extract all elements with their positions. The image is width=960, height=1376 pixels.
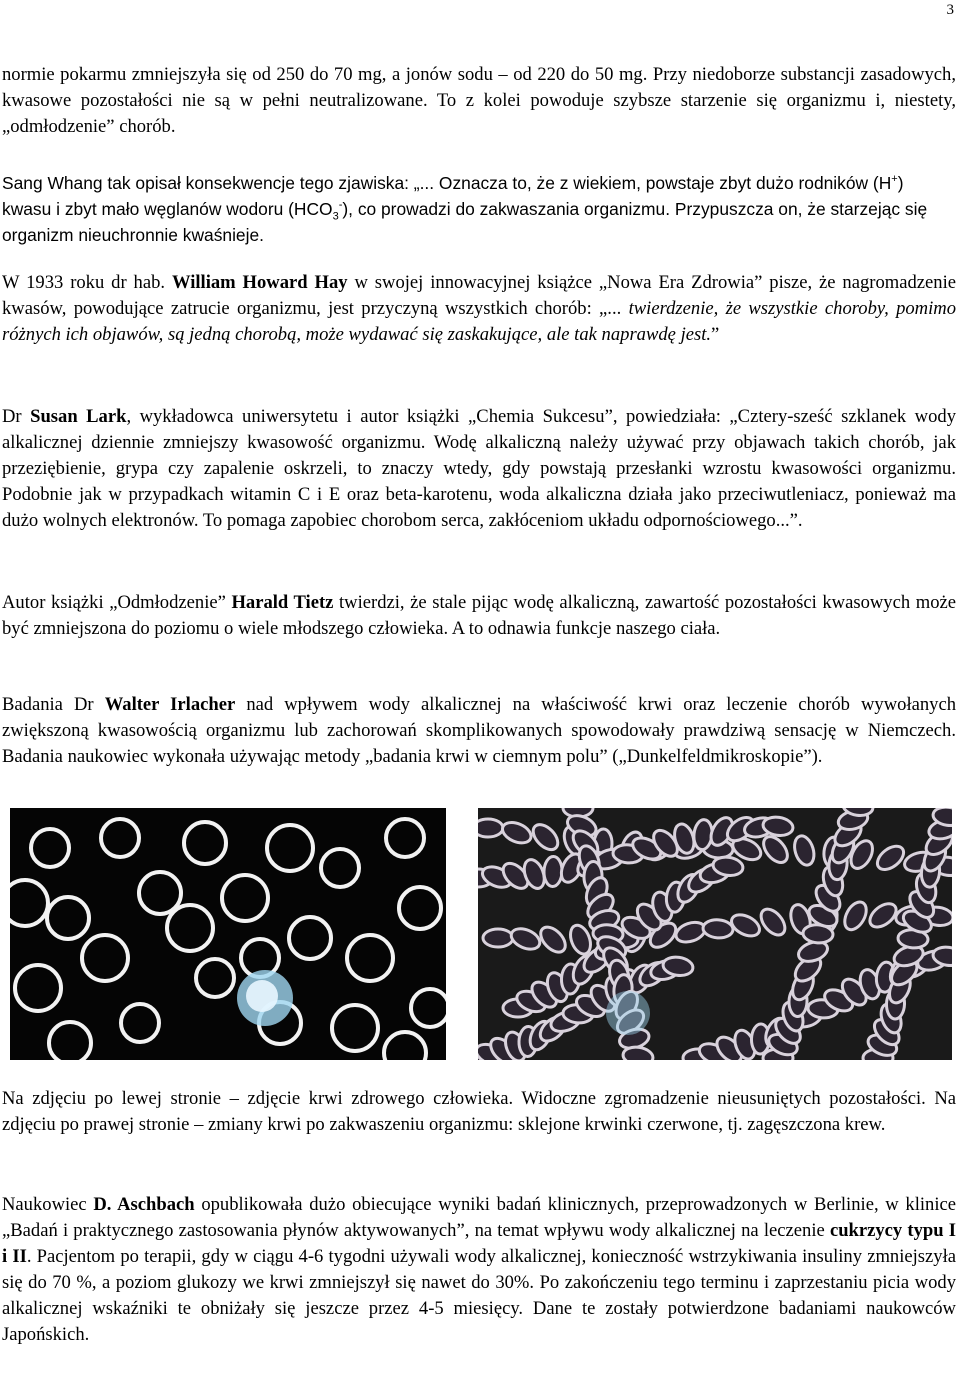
text-segment: , wykładowca uniwersytetu i autor książki „Chemia Sukcesu”, powiedziała: „Cztery-sześć szklanek wody alkalicznej dziennie zmniejszy kwasowość organizmu. Wodę alkaliczną należy używać przy objawach takich chorób, jak przeziębienie, grypa czy zapalenie oskrzeli, to znaczy wtedy, gdy powstają przesłanki wzrostu kwasowości organizmu. Podobnie jak w przypadkach witamin C i E oraz beta-karotenu, woda alkaliczna działa jako przeciwutleniacz, ponieważ ma dużo wolnych elektronów. To pomaga zapobiec chorobom serca, zakłóceniom układu odpornościowego...”.: [2, 406, 956, 531]
white-blood-cell-core: [246, 980, 278, 1012]
text-segment: Naukowiec: [2, 1194, 94, 1215]
red-blood-cell: [386, 819, 424, 857]
page-number: 3: [946, 2, 954, 18]
person-name: D. Aschbach: [93, 1194, 195, 1215]
clumped-red-blood-cell: [536, 923, 570, 957]
clumped-red-blood-cell: [673, 919, 707, 946]
clumped-red-blood-cell: [702, 919, 733, 939]
red-blood-cell: [47, 897, 89, 939]
red-blood-cell: [184, 822, 226, 864]
paragraph-william-hay: [2, 270, 956, 348]
text-segment: ”: [711, 324, 720, 345]
clumped-red-blood-cell: [529, 820, 563, 854]
paragraph-calcium-sodium: normie pokarmu zmniejszyła się od 250 do 70 mg, a jonów sodu – od 220 do 50 mg. Przy niedoborze substancji zasadowych, kwasowe pozostałości nie są w pełni neutralizowane. To z kolei powoduje szybsze starzenie się organizmu i, niestety, „odmłodzenie” chorób.: [2, 64, 956, 137]
person-name: Walter Irlacher: [104, 694, 236, 715]
paragraph-d-aschbach: [2, 1192, 956, 1348]
text-segment: twierdzi, że stale pijąc wodę alkaliczną, zawartość pozostałości kwasowych może być zmniejszona do poziomu o wiele młodszego człowieka. A to odnawia funkcje naszego ciała.: [2, 592, 956, 639]
text-segment: Autor książki „Odmłodzenie”: [2, 592, 232, 613]
paragraph-sang-whang-quote: [2, 170, 956, 248]
clumped-red-blood-cell: [728, 911, 763, 941]
red-blood-cell: [384, 1032, 426, 1060]
person-name: Harald Tietz: [231, 592, 334, 613]
red-blood-cell: [411, 989, 446, 1027]
red-blood-cell: [31, 829, 69, 867]
clumped-red-blood-cell: [483, 929, 513, 947]
red-blood-cell: [49, 1022, 91, 1060]
text-segment: opublikowała dużo obiecujące wyniki badań klinicznych, przeprowadzonych w Berlinie, w klinice „Badań i praktycznego zastosowania płynów aktywowanych”, na temat wpływu wody alkalicznej na leczenie: [2, 1194, 957, 1241]
clumped-red-blood-cell: [508, 925, 543, 953]
text-segment: . Pacjentom po terapii, gdy w ciągu 4-6 tygodni używali wody alkalicznej, konieczność wstrzykiwania insuliny zmniejszyła się do 70 %, a poziom glukozy we krwi zmniejszył się nawet do 30%. Po zakończeniu tego terminu i zaprzestaniu picia wody alkalicznej wskaźniki te obniżały się jeszcze przez 4-5 miesięcy. Dane te zostały potwierdzone badaniami naukowców Japońskich.: [2, 1246, 956, 1345]
red-blood-cell: [267, 825, 313, 871]
text-segment: ) kwasu i zbyt mało węglanów wodoru (HCO: [2, 173, 904, 219]
paragraph-susan-lark: [2, 404, 956, 534]
bold-diabetes-type: cukrzycy typu I i II: [2, 1220, 957, 1267]
red-blood-cell: [167, 905, 213, 951]
clumped-red-blood-cell: [791, 834, 817, 868]
text-segment: Sang Whang tak opisał konsekwencje tego zjawiska: „... Oznacza to, że z wiekiem, powstaje zbyt dużo rodników (H: [2, 173, 892, 193]
clumped-red-blood-cell: [840, 898, 870, 933]
white-blood-cell: [606, 991, 650, 1035]
text-segment: w swojej innowacyjnej książce „Nowa Era Zdrowia” pisze, że nagromadzenie kwasów, powodujące zatrucie organizmu, jest przyczyną wszystkich chorób: „...: [2, 272, 956, 319]
clumped-red-blood-cell: [759, 832, 792, 867]
clumped-red-blood-cell: [756, 905, 789, 940]
clumped-blood-cells-drawing: [478, 808, 952, 1060]
red-blood-cell: [139, 872, 181, 914]
text-segment: Dr: [2, 406, 31, 427]
red-blood-cell: [101, 819, 139, 857]
superscript-minus: -: [338, 199, 343, 212]
italic-quote: twierdzenie, że wszystkie choroby, pomimo różnych ich objawów, są jedną chorobą, może wydawać się zaskakujące, ale tak naprawdę jest.: [2, 298, 956, 345]
text-segment: nad wpływem wody alkalicznej na właściwość krwi oraz leczenie chorób wywołanych zwiększoną kwasowością organizmu lub zachorowań skomplikowanych spowodowały prawdziwą sensację w Niemczech. Badania naukowiec wykonała używając metody „badania krwi w ciemnym polu” („Dunkelfeldmikroskopie”).: [2, 694, 957, 767]
red-blood-cell: [321, 849, 359, 887]
person-name: Susan Lark: [30, 406, 127, 427]
red-blood-cell: [196, 959, 234, 997]
paragraph-photo-caption: Na zdjęciu po lewej stronie – zdjęcie krwi zdrowego człowieka. Widoczne zgromadzenie nieusuniętych pozostałości. Na zdjęciu po prawej stronie – zmiany krwi po zakwaszeniu organizmu: sklejone krwinki czerwone, tj. zagęszczona krew.: [2, 1088, 956, 1135]
acidified-blood-photo: [478, 808, 952, 1060]
red-blood-cell: [332, 1005, 378, 1051]
paragraph-harald-tietz: [2, 590, 956, 642]
paragraph-walter-irlacher: [2, 692, 956, 770]
red-blood-cell: [347, 935, 393, 981]
subscript-three: 3: [332, 210, 339, 223]
superscript-plus: +: [891, 173, 898, 186]
red-blood-cell: [10, 880, 48, 926]
clumped-red-blood-cell: [873, 842, 908, 875]
clumped-red-blood-cell: [478, 819, 503, 837]
text-segment: Badania Dr: [2, 694, 105, 715]
person-name: William Howard Hay: [171, 272, 348, 293]
red-blood-cell: [15, 965, 61, 1011]
red-blood-cell: [82, 935, 128, 981]
red-blood-cell: [399, 887, 441, 929]
healthy-blood-photo: [10, 808, 446, 1060]
red-blood-cell: [121, 1004, 159, 1042]
healthy-blood-cells-drawing: [10, 808, 446, 1060]
clumped-red-blood-cell: [543, 856, 562, 887]
red-blood-cell: [222, 875, 268, 921]
text-segment: W 1933 roku dr hab.: [2, 272, 172, 293]
clumped-red-blood-cell: [499, 819, 534, 847]
red-blood-cell: [289, 917, 331, 959]
text-segment: ), co prowadzi do zakwaszania organizmu. Przypuszcza on, że starzejąc się organizm nieuchronnie kwaśnieje.: [2, 199, 928, 245]
